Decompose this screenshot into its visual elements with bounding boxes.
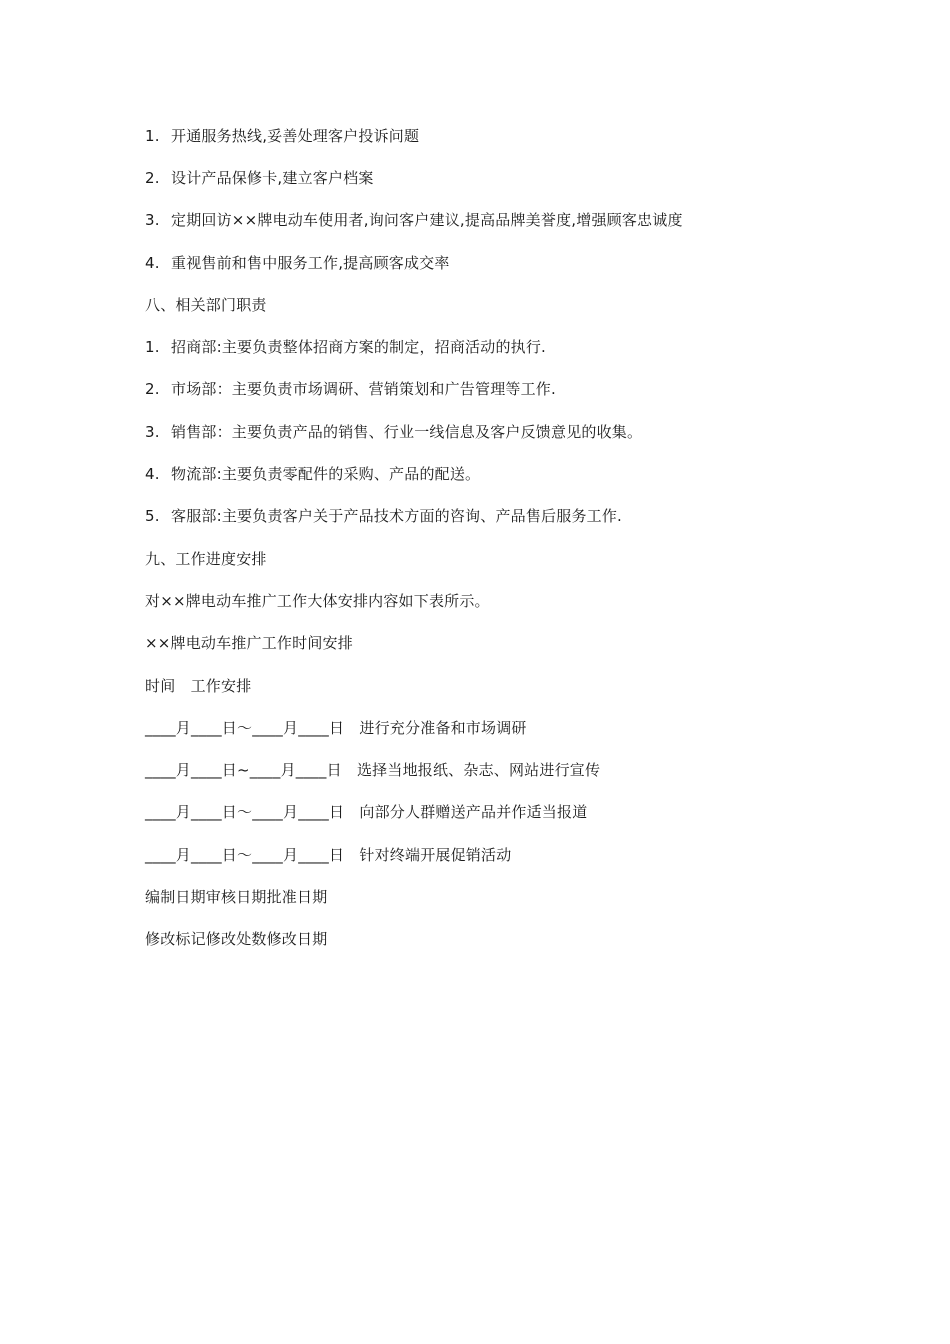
item-text: 重视售前和售中服务工作,提高顾客成交率 bbox=[171, 254, 450, 272]
item-number: 4. bbox=[145, 254, 160, 272]
department-item bbox=[145, 379, 556, 399]
schedule-row: ____月____日～____月____日 针对终端开展促销活动 bbox=[145, 846, 512, 864]
department-item bbox=[145, 337, 546, 357]
item-number: 1. bbox=[145, 338, 160, 356]
footer-line: 编制日期审核日期批准日期 bbox=[145, 888, 328, 906]
department-item bbox=[145, 422, 642, 442]
schedule-row: ____月____日～____月____日 进行充分准备和市场调研 bbox=[145, 719, 527, 737]
item-number: 2. bbox=[145, 380, 160, 398]
item-number: 5. bbox=[145, 507, 160, 525]
item-text: 定期回访××牌电动车使用者,询问客户建议,提高品牌美誉度,增强顾客忠诚度 bbox=[171, 211, 683, 229]
item-number: 3. bbox=[145, 211, 160, 229]
department-item bbox=[145, 506, 622, 526]
item-text: 开通服务热线,妥善处理客户投诉问题 bbox=[171, 127, 420, 145]
footer-line: 修改标记修改处数修改日期 bbox=[145, 930, 328, 948]
schedule-row: ____月____日～____月____日 向部分人群赠送产品并作适当报道 bbox=[145, 803, 588, 821]
service-item bbox=[145, 253, 450, 273]
item-text: 市场部：主要负责市场调研、营销策划和广告管理等工作. bbox=[171, 380, 556, 398]
service-item bbox=[145, 210, 683, 230]
item-text: 客服部:主要负责客户关于产品技术方面的咨询、产品售后服务工作. bbox=[171, 507, 623, 525]
item-text: 物流部:主要负责零配件的采购、产品的配送。 bbox=[171, 465, 481, 483]
service-item bbox=[145, 168, 374, 188]
item-number: 2. bbox=[145, 169, 160, 187]
item-number: 1. bbox=[145, 127, 160, 145]
item-number: 3. bbox=[145, 423, 160, 441]
paragraph: 对××牌电动车推广工作大体安排内容如下表所示。 bbox=[145, 592, 490, 610]
item-number: 4. bbox=[145, 465, 160, 483]
table-header: 时间 工作安排 bbox=[145, 677, 252, 695]
service-item bbox=[145, 126, 419, 146]
section-heading: 九、工作进度安排 bbox=[145, 550, 267, 568]
table-title: ××牌电动车推广工作时间安排 bbox=[145, 634, 353, 652]
item-text: 设计产品保修卡,建立客户档案 bbox=[171, 169, 374, 187]
item-text: 招商部:主要负责整体招商方案的制定，招商活动的执行. bbox=[171, 338, 547, 356]
schedule-row: ____月____日~____月____日 选择当地报纸、杂志、网站进行宣传 bbox=[145, 761, 601, 779]
item-text: 销售部：主要负责产品的销售、行业一线信息及客户反馈意见的收集。 bbox=[171, 423, 643, 441]
department-item bbox=[145, 464, 480, 484]
section-heading: 八、相关部门职责 bbox=[145, 296, 267, 314]
